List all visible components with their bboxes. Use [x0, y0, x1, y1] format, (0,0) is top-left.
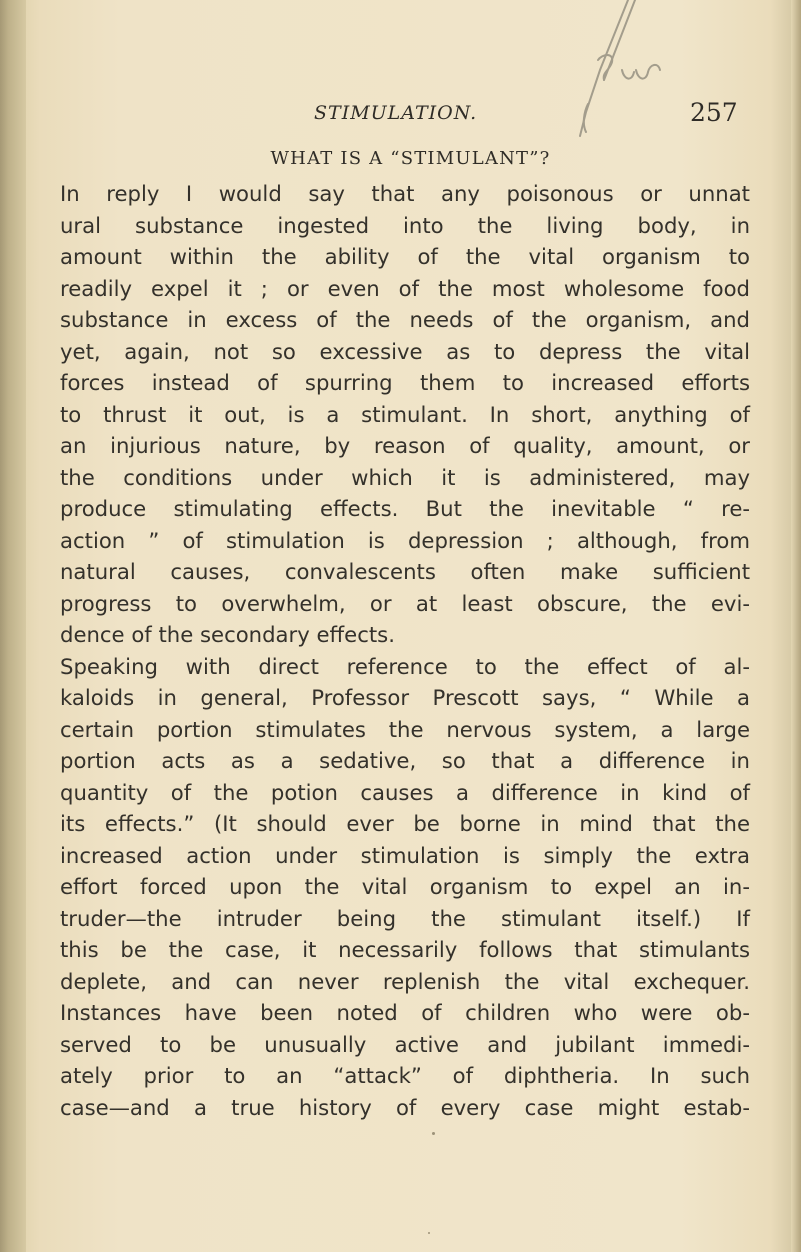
text-line: ural substance ingested into the living body, in: [60, 212, 750, 238]
text-line: progress to overwhelm, or at least obscure, the evi-: [60, 590, 750, 616]
text-line: certain portion stimulates the nervous system, a large: [60, 716, 750, 742]
text-line: kaloids in general, Professor Prescott says, “ While a: [60, 685, 750, 710]
text-line: Instances have been noted of children who were ob-: [60, 1000, 750, 1025]
text-line: the conditions under which it is administered, may: [60, 464, 750, 490]
text-line: produce stimulating effects. But the inevitable “ re-: [60, 496, 750, 521]
text-line: quantity of the potion causes a difference in kind of: [60, 779, 750, 805]
text-line: yet, again, not so excessive as to depress the vital: [60, 338, 750, 364]
text-line: Speaking with direct reference to the effect of al-: [60, 653, 750, 679]
page-number: 257: [690, 98, 738, 127]
text-line: forces instead of spurring them to increased efforts: [60, 370, 750, 395]
text-line: served to be unusually active and jubilant immedi-: [60, 1031, 750, 1057]
text-line: action ” of stimulation is depression ; although, from: [60, 527, 750, 553]
running-head: [0, 96, 801, 136]
text-line: an injurious nature, by reason of quality, amount, or: [60, 433, 750, 458]
running-head-title: STIMULATION.: [314, 102, 478, 124]
text-line: natural causes, convalescents often make sufficient: [60, 559, 750, 584]
text-line: this be the case, it necessarily follows that stimulants: [60, 937, 750, 962]
text-line: case—and a true history of every case might estab-: [60, 1094, 750, 1120]
text-line: substance in excess of the needs of the organism, and: [60, 307, 750, 332]
body-text: [60, 178, 750, 1123]
text-line: In reply I would say that any poisonous or unnat: [60, 181, 750, 206]
text-line: truder—the intruder being the stimulant itself.) If: [60, 905, 750, 931]
paper-speck: [432, 1132, 435, 1135]
section-heading: WHAT IS A “STIMULANT”?: [270, 148, 551, 169]
text-line: dence of the secondary effects.: [60, 622, 395, 647]
text-line: portion acts as a sedative, so that a difference in: [60, 748, 750, 773]
text-line: ately prior to an “attack” of diphtheria. In such: [60, 1063, 750, 1088]
text-line: effort forced upon the vital organism to expel an in-: [60, 874, 750, 899]
text-line: deplete, and can never replenish the vital exchequer.: [60, 968, 750, 994]
page-gutter-shadow: [0, 0, 26, 1252]
text-line: to thrust it out, is a stimulant. In short, anything of: [60, 401, 750, 427]
text-line: readily expel it ; or even of the most wholesome food: [60, 275, 750, 301]
paper-speck: [428, 1232, 430, 1234]
page-edge: [791, 0, 801, 1252]
text-line: amount within the ability of the vital organism to: [60, 244, 750, 269]
text-line: its effects.” (It should ever be borne in mind that the: [60, 811, 750, 836]
text-line: increased action under stimulation is simply the extra: [60, 842, 750, 868]
